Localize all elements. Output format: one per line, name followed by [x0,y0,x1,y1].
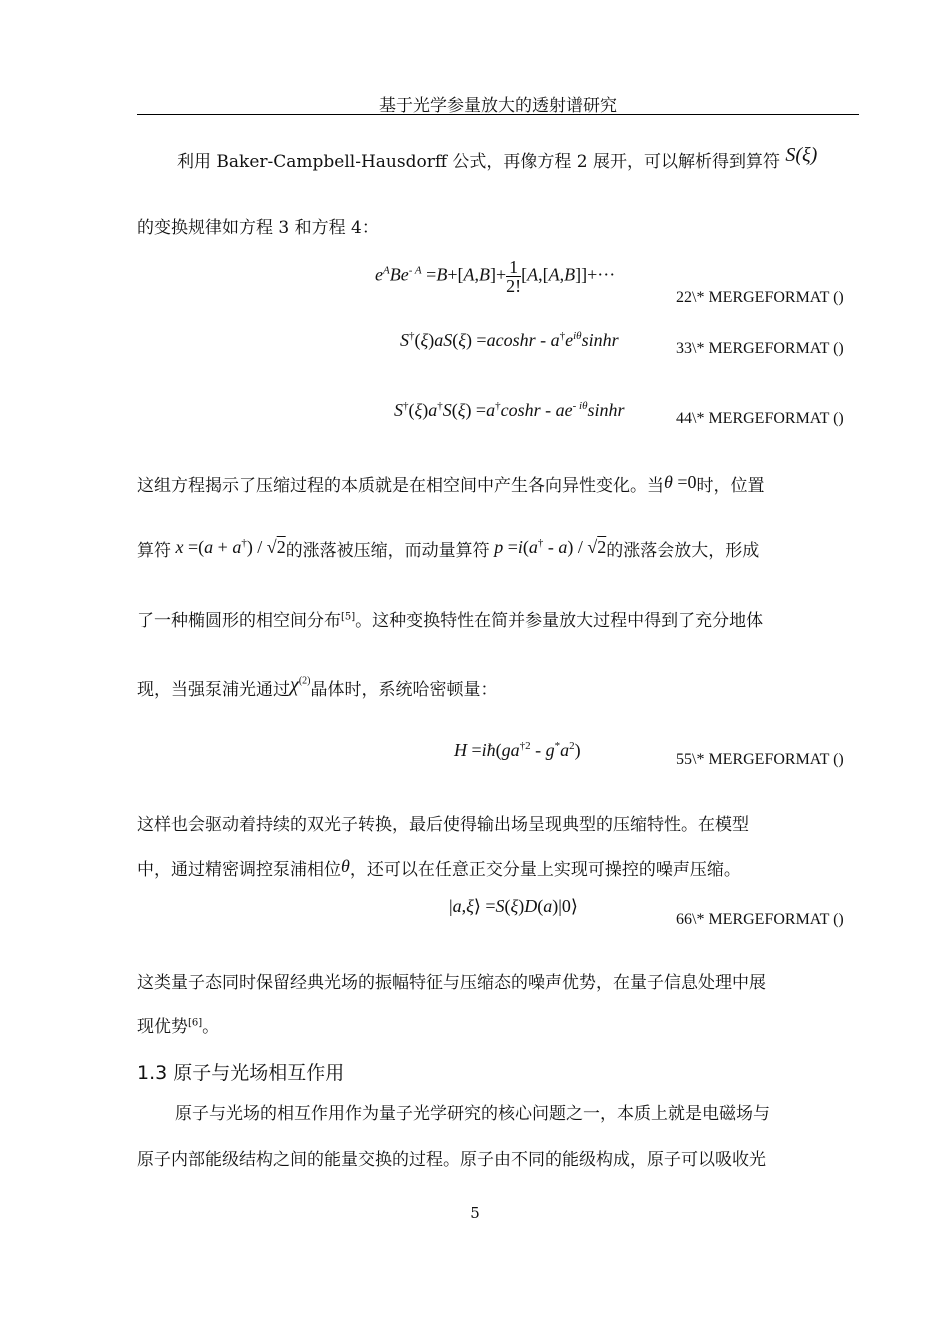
equation-5-number: 55\* MERGEFORMAT () [676,751,844,768]
para2-line1 [137,472,859,496]
equation-5: $H =iħ(ga^{\dagger 2} - g^*a^2)$ [454,740,581,760]
para1-line1 [137,144,859,172]
para2-line2 [137,537,859,561]
para1-line2: 的变换规律如方程 3 和方程 4： [137,218,379,238]
chi2-symbol: $\chi^{(2)}$ [290,674,311,696]
section-heading: 1.3 原子与光场相互作用 [137,1062,345,1084]
equation-2-number: 22\* MERGEFORMAT () [676,289,844,306]
equation-3-number: 33\* MERGEFORMAT () [676,340,844,357]
para4-line2-a: 现优势 [137,1017,188,1037]
para3-line1: 这样也会驱动着持续的双光子转换，最后使得输出场呈现典型的压缩特性。在模型 [137,815,749,835]
citation-5: [5] [341,611,356,623]
para4-line2 [137,1017,859,1037]
para2-line4-a: 现，当强泵浦光通过 [137,680,290,700]
para2-line4 [137,674,859,700]
equation-3: $S^\dagger(\xi)aS(\xi) =acoshr - a^\dagger e^{i\theta}\sinh r$ [400,330,619,350]
para2-line2-c: 的涨落会放大，形成 [606,541,760,561]
para4-line1: 这类量子态同时保留经典光场的振幅特征与压缩态的噪声优势，在量子信息处理中展 [137,973,766,993]
theta-eq-zero: θ =0 [664,472,697,492]
para3-line2 [137,856,859,880]
para2-line3-a: 了一种椭圆形的相空间分布 [137,611,341,631]
para2-line4-b: 晶体时，系统哈密顿量： [310,680,498,700]
running-header: 基于光学参量放大的透射谱研究 [379,96,617,116]
para2-line2-b: 的涨落被压缩，而动量算符 [285,541,490,561]
equation-6: |a,ξ⟩ =S(ξ)D(a)|0⟩ [449,896,578,916]
equation-4: $S^\dagger(\xi)a^\dagger S(\xi) =a^\dagger\cosh r - ae^{- i\theta}\sinh r$ [394,400,625,420]
citation-6: [6] [188,1017,203,1029]
para5-line1: 原子与光场的相互作用作为量子光学研究的核心问题之一，本质上就是电磁场与 [175,1104,770,1124]
equation-6-number: 66\* MERGEFORMAT () [676,911,844,928]
header-rule [137,114,859,115]
operator-S-xi: S(ξ) [785,144,818,166]
para3-line2-a: 中，通过精密调控泵浦相位 [137,860,341,880]
equation-4-number: 44\* MERGEFORMAT () [676,410,844,427]
equation-2: $e^ABe^{- A} =B+[A,B]+$ $\frac{1}{2!}$ [A,[A,B]]+··· [375,257,616,296]
para1-line1-text: 利用 Baker-Campbell-Hausdorff 公式，再像方程 2 展开，可以解析得到算符 [177,152,780,172]
para5-line2: 原子内部能级结构之间的能量交换的过程。原子由不同的能级构成，原子可以吸收光 [137,1150,766,1170]
page-number: 5 [470,1204,480,1222]
position-operator-x: x =(a + a†) / √2 [171,537,286,557]
momentum-operator-p: p =i(a† - a) / √2 [489,537,607,557]
para2-line3 [137,611,859,631]
para2-line3-b: 。这种变换特性在简并参量放大过程中得到了充分地体 [355,611,764,631]
para2-line2-a: 算符 [137,541,171,561]
para4-line2-b: 。 [202,1017,220,1037]
para3-line2-b: ，还可以在任意正交分量上实现可操控的噪声压缩。 [349,860,741,880]
para2-line1-b: 时，位置 [696,476,765,496]
para2-line1-a: 这组方程揭示了压缩过程的本质就是在相空间中产生各向异性变化。当 [137,476,664,496]
pump-phase-theta: θ [341,856,350,876]
